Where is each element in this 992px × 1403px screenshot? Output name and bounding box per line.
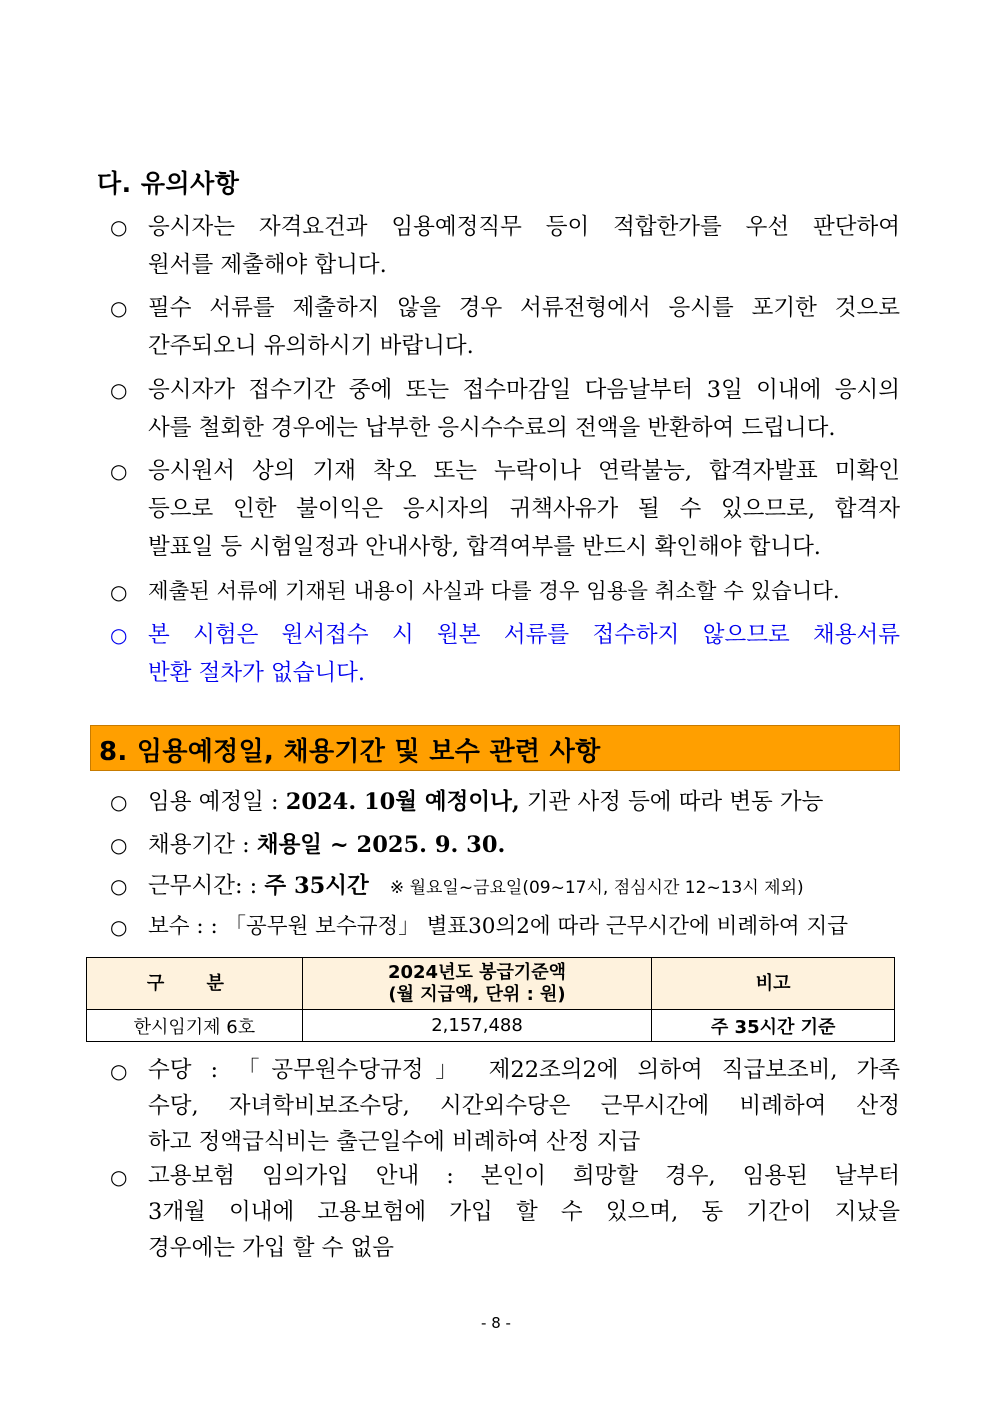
cell-remark: 주 35시간 기준 — [652, 1010, 895, 1042]
note-item — [110, 452, 900, 566]
note-text: 필수 서류를 제출하지 않을 경우 서류전형에서 응시를 포기한 것으로 — [148, 295, 900, 321]
pay-text: 「공무원 보수규정」 별표30의2에 따라 근무시간에 비례하여 지급 — [224, 914, 849, 939]
appointment-item — [110, 783, 900, 821]
allowance-text: 수당, 자녀학비보조수당, 시간외수당은 근무시간에 비례하여 산정 — [148, 1093, 900, 1119]
bullet-circle-icon: ○ — [110, 623, 128, 647]
period-item — [110, 826, 900, 864]
section-title: 8. 임용예정일, 채용기간 및 보수 관련 사항 — [99, 737, 601, 767]
bullet-circle-icon: ○ — [110, 790, 128, 814]
note-text: 발표일 등 시험일정과 안내사항, 합격여부를 반드시 확인해야 합니다. — [148, 534, 821, 560]
hours-note: ※ 월요일~금요일(09~17시, 점심시간 12~13시 제외) — [389, 878, 804, 898]
note-text: 사를 철회한 경우에는 납부한 응시수수료의 전액을 반환하여 드립니다. — [148, 415, 836, 441]
bullet-circle-icon: ○ — [110, 833, 128, 857]
note-item — [110, 289, 900, 365]
note-text: 응시원서 상의 기재 착오 또는 누락이나 연락불능, 합격자발표 미확인 — [148, 458, 900, 484]
pay-label: 보수 : : — [148, 914, 225, 939]
hours-value: 주 35시간 — [264, 873, 369, 899]
cell-amount: 2,157,488 — [302, 1010, 652, 1042]
cell-grade: 한시임기제 6호 — [87, 1010, 303, 1042]
allowance-item — [110, 1052, 900, 1166]
bullet-circle-icon: ○ — [110, 580, 128, 604]
note-text: 응시자는 자격요건과 임용예정직무 등이 적합한가를 우선 판단하여 — [148, 214, 900, 240]
bullet-circle-icon: ○ — [110, 1059, 128, 1083]
bullet-circle-icon: ○ — [110, 296, 128, 320]
insurance-text: 경우에는 가입 할 수 없음 — [148, 1235, 394, 1261]
period-label: 채용기간 : — [148, 832, 257, 858]
allowance-text: 수당 : 「공무원수당규정」 제22조의2에 의하여 직급보조비, 가족 — [148, 1057, 900, 1083]
bullet-circle-icon: ○ — [110, 215, 128, 239]
hours-label: 근무시간: : — [148, 873, 265, 899]
note-item — [110, 371, 900, 447]
note-text: 반환 절차가 없습니다. — [148, 660, 366, 686]
appointment-label: 임용 예정일 : — [148, 789, 286, 815]
bullet-circle-icon: ○ — [110, 874, 128, 898]
note-item-highlight — [110, 616, 900, 692]
note-text: 제출된 서류에 기재된 내용이 사실과 다를 경우 임용을 취소할 수 있습니다. — [148, 579, 840, 604]
allowance-text: 하고 정액급식비는 출근일수에 비례하여 산정 지급 — [148, 1129, 641, 1155]
header-category: 구 분 — [87, 958, 303, 1010]
hours-item — [110, 867, 900, 905]
note-text: 등으로 인한 불이익은 응시자의 귀책사유가 될 수 있으므로, 합격자 — [148, 496, 900, 522]
note-text: 간주되오니 유의하시기 바랍니다. — [148, 333, 474, 359]
pay-item — [110, 908, 900, 946]
period-value: 채용일 ~ 2025. 9. 30. — [256, 832, 506, 858]
table-row — [87, 1010, 895, 1042]
header-salary: 2024년도 봉급기준액 (월 지급액, 단위 : 원) — [302, 958, 652, 1010]
page-number: - 8 - — [481, 1314, 511, 1332]
bullet-circle-icon: ○ — [110, 915, 128, 939]
appointment-value: 2024. 10월 예정이나, — [285, 789, 520, 815]
insurance-text: 고용보험 임의가입 안내 : 본인이 희망할 경우, 임용된 날부터 — [148, 1163, 900, 1189]
table-header-row — [87, 958, 895, 1010]
salary-table — [86, 957, 895, 1042]
note-item — [110, 208, 900, 284]
section-title-bar — [90, 725, 900, 771]
note-text: 원서를 제출해야 합니다. — [148, 252, 387, 278]
note-item — [110, 573, 900, 611]
notes-heading: 다. 유의사항 — [97, 169, 240, 198]
note-text: 본 시험은 원서접수 시 원본 서류를 접수하지 않으므로 채용서류 — [148, 622, 900, 648]
note-text: 응시자가 접수기간 중에 또는 접수마감일 다음날부터 3일 이내에 응시의 — [148, 377, 900, 403]
header-remarks: 비고 — [652, 958, 895, 1010]
bullet-circle-icon: ○ — [110, 1165, 128, 1189]
bullet-circle-icon: ○ — [110, 459, 128, 483]
insurance-item — [110, 1158, 900, 1272]
appointment-rest: 기관 사정 등에 따라 변동 가능 — [519, 789, 824, 815]
insurance-text: 3개월 이내에 고용보험에 가입 할 수 있으며, 동 기간이 지났을 — [148, 1199, 900, 1225]
bullet-circle-icon: ○ — [110, 378, 128, 402]
